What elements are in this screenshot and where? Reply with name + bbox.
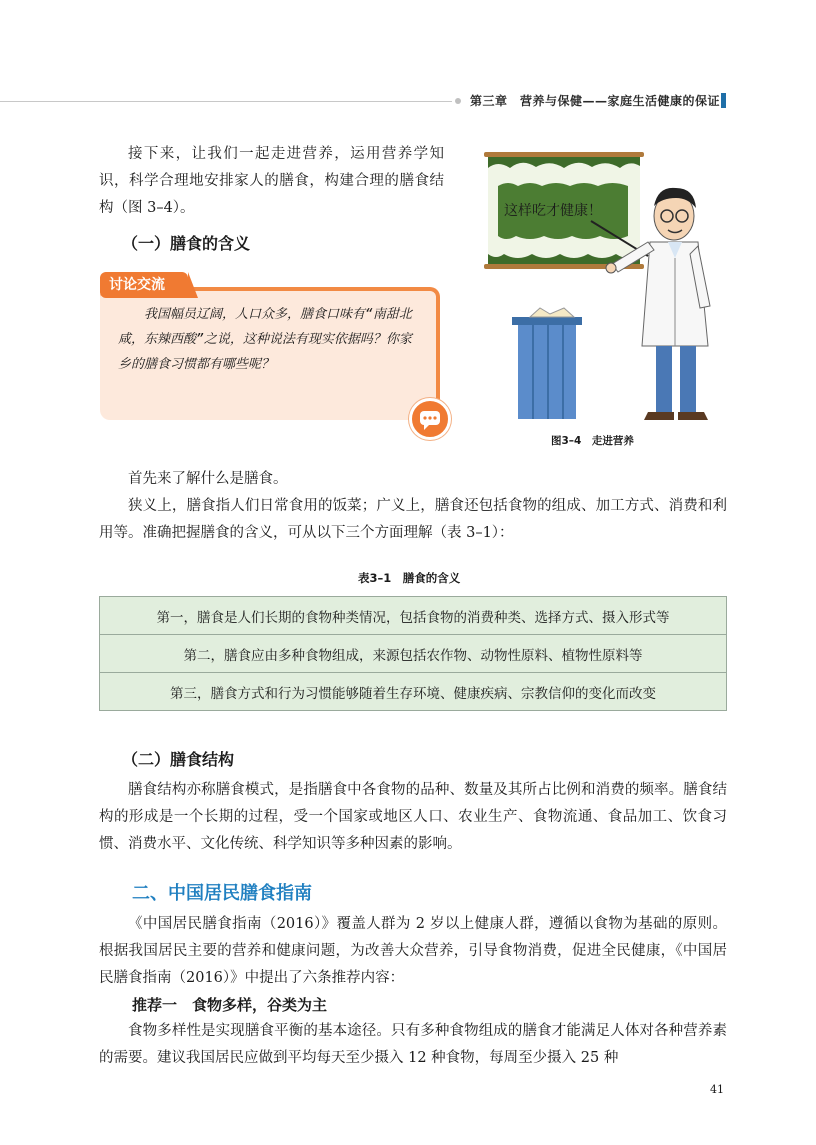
- section-heading-structure: （二）膳食结构: [122, 750, 235, 769]
- recommendation-heading: 推荐一 食物多样，谷类为主: [132, 996, 328, 1014]
- chat-bubble-icon: [409, 398, 451, 440]
- table-caption: 表3–1 膳食的含义: [358, 571, 461, 585]
- page-number: 41: [710, 1083, 724, 1096]
- table-cell: 第三，膳食方式和行为习惯能够随着生存环境、健康疾病、宗教信仰的变化而改变: [100, 673, 727, 711]
- section-heading-meaning: （一）膳食的含义: [122, 234, 251, 253]
- header-dot: [455, 98, 461, 104]
- discussion-text: 我国幅员辽阔，人口众多，膳食口味有“南甜北咸，东辣西酸”之说，这种说法有现实依据吗？你家乡的膳食习惯都有哪些呢？: [118, 307, 412, 372]
- board-text: 这样吃才健康！: [504, 203, 602, 219]
- meaning-table: [99, 596, 727, 711]
- table-row: [100, 635, 727, 673]
- guidelines-paragraph: 《中国居民膳食指南（2016）》覆盖人群为 2 岁以上健康人群，遵循以食物为基础的原则。根据我国居民主要的营养和健康问题，为改善大众营养，引导食物消费，促进全民健康，《中国居民膳食指南（2016）》中提出了六条推荐内容：: [99, 916, 727, 986]
- intro-paragraph: 接下来，让我们一起走进营养，运用营养学知识，科学合理地安排家人的膳食，构建合理的膳食结构（图 3–4）。: [99, 146, 444, 216]
- figure-teacher-illustration: [478, 146, 738, 428]
- table-row: [100, 673, 727, 711]
- table-row: [100, 597, 727, 635]
- table-cell: 第二，膳食应由多种食物组成，来源包括农作物、动物性原料、植物性原料等: [100, 635, 727, 673]
- structure-paragraph: 膳食结构亦称膳食模式，是指膳食中各食物的品种、数量及其所占比例和消费的频率。膳食结构的形成是一个长期的过程，受一个国家或地区人口、农业生产、食物流通、食品加工、饮食习惯、消费水平、文化传统、科学知识等多种因素的影响。: [99, 782, 727, 852]
- section-heading-guidelines: 二、中国居民膳食指南: [132, 883, 312, 904]
- figure-caption: 图3–4 走进营养: [551, 435, 634, 447]
- running-header: 第三章 营养与保健——家庭生活健康的保证: [470, 94, 721, 108]
- body-paragraph-1: 首先来了解什么是膳食。: [128, 471, 288, 487]
- table-cell: 第一，膳食是人们长期的食物种类情况，包括食物的消费种类、选择方式、摄入形式等: [100, 597, 727, 635]
- header-accent-bar: [721, 93, 726, 108]
- header-rule: [0, 101, 452, 102]
- body-paragraph-2: 狭义上，膳食指人们日常食用的饭菜；广义上，膳食还包括食物的组成、加工方式、消费和利用等。准确把握膳食的含义，可从以下三个方面理解（表 3–1）：: [99, 498, 727, 541]
- recommendation-paragraph: 食物多样性是实现膳食平衡的基本途径。只有多种食物组成的膳食才能满足人体对各种营养素的需要。建议我国居民应做到平均每天至少摄入 12 种食物，每周至少摄入 25 种: [99, 1023, 727, 1066]
- discussion-tab: 讨论交流: [100, 272, 188, 298]
